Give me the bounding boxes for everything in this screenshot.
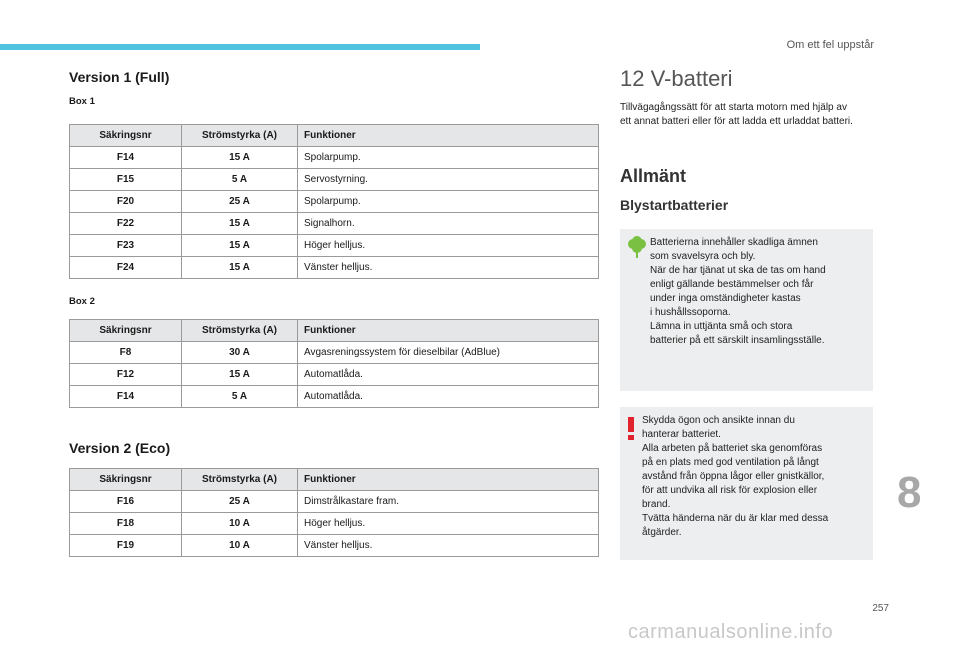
function-cell: Höger helljus.	[298, 235, 599, 257]
fuse-number-cell: F19	[70, 535, 182, 557]
column-header-function: Funktioner	[298, 469, 599, 491]
table-row	[70, 513, 599, 535]
amperage-cell: 5 A	[182, 386, 298, 408]
column-header-function: Funktioner	[298, 125, 599, 147]
amperage-cell: 10 A	[182, 535, 298, 557]
column-header-fuse: Säkringsnr	[70, 320, 182, 342]
table-row	[70, 257, 599, 279]
column-header-fuse: Säkringsnr	[70, 469, 182, 491]
amperage-cell: 10 A	[182, 513, 298, 535]
table-row	[70, 535, 599, 557]
chapter-number: 8	[897, 468, 922, 517]
function-cell: Höger helljus.	[298, 513, 599, 535]
table-header-row	[70, 469, 599, 491]
chapter-header-title: Om ett fel uppstår	[786, 39, 874, 51]
table-row	[70, 235, 599, 257]
warning-note-text: Skydda ögon och ansikte innan du hanterar batteriet. Alla arbeten på batteriet ska genomföras på en plats med god ventilation på långt avstånd från öppna lågor eller gnistkällor, för att undvika all risk för explosion eller brand. Tvätta händerna när du är klar med dessa åtgärder.	[642, 415, 829, 538]
box2-label: Box 2	[69, 296, 95, 307]
fuse-number-cell: F20	[70, 191, 182, 213]
table-header-row	[70, 320, 599, 342]
fuse-number-cell: F14	[70, 147, 182, 169]
table-row	[70, 364, 599, 386]
subheading-lead-batteries: Blystartbatterier	[620, 197, 729, 213]
eco-table	[69, 468, 599, 557]
box1-table	[69, 124, 599, 279]
box1-label: Box 1	[69, 96, 95, 107]
function-cell: Vänster helljus.	[298, 257, 599, 279]
table-row	[70, 169, 599, 191]
column-header-fuse: Säkringsnr	[70, 125, 182, 147]
column-header-amperage: Strömstyrka (A)	[182, 469, 298, 491]
amperage-cell: 15 A	[182, 235, 298, 257]
fuse-number-cell: F16	[70, 491, 182, 513]
fuse-number-cell: F18	[70, 513, 182, 535]
fuse-number-cell: F24	[70, 257, 182, 279]
fuse-number-cell: F12	[70, 364, 182, 386]
warning-note	[620, 407, 873, 560]
heading-general: Allmänt	[620, 166, 687, 186]
function-cell: Spolarpump.	[298, 147, 599, 169]
box2-table	[69, 319, 599, 408]
section-title: 12 V-batteri	[620, 66, 733, 91]
function-cell: Spolarpump.	[298, 191, 599, 213]
intro-paragraph: Tillvägagångssätt för att starta motorn med hjälp av ett annat batteri eller för att ladda ett urladdat batteri.	[620, 102, 853, 127]
amperage-cell: 25 A	[182, 191, 298, 213]
fuse-number-cell: F15	[70, 169, 182, 191]
table-row	[70, 386, 599, 408]
amperage-cell: 15 A	[182, 257, 298, 279]
table-row	[70, 147, 599, 169]
version1-title: Version 1 (Full)	[69, 69, 170, 85]
function-cell: Vänster helljus.	[298, 535, 599, 557]
header-accent-bar	[0, 44, 480, 50]
watermark: carmanualsonline.info	[628, 621, 834, 643]
table-row	[70, 491, 599, 513]
table-row	[70, 342, 599, 364]
fuse-number-cell: F22	[70, 213, 182, 235]
column-header-function: Funktioner	[298, 320, 599, 342]
function-cell: Signalhorn.	[298, 213, 599, 235]
column-header-amperage: Strömstyrka (A)	[182, 320, 298, 342]
function-cell: Servostyrning.	[298, 169, 599, 191]
environment-note-text: Batterierna innehåller skadliga ämnen som svavelsyra och bly. När de har tjänat ut ska de tas om hand enligt gällande bestämmelser och får under inga omständigheter kastas i hushållssoporna. Lämna in uttjänta små och stora batterier på ett särskilt insamlingsställe.	[650, 237, 826, 346]
amperage-cell: 25 A	[182, 491, 298, 513]
environment-note	[620, 229, 873, 391]
tree-icon	[625, 236, 649, 265]
amperage-cell: 30 A	[182, 342, 298, 364]
function-cell: Dimstrålkastare fram.	[298, 491, 599, 513]
function-cell: Automatlåda.	[298, 386, 599, 408]
amperage-cell: 15 A	[182, 147, 298, 169]
fuse-number-cell: F14	[70, 386, 182, 408]
exclamation-icon	[625, 417, 637, 446]
fuse-number-cell: F23	[70, 235, 182, 257]
column-header-amperage: Strömstyrka (A)	[182, 125, 298, 147]
amperage-cell: 15 A	[182, 364, 298, 386]
version2-title: Version 2 (Eco)	[69, 440, 171, 456]
amperage-cell: 5 A	[182, 169, 298, 191]
page-number: 257	[872, 603, 889, 614]
function-cell: Automatlåda.	[298, 364, 599, 386]
function-cell: Avgasreningssystem för dieselbilar (AdBlue)	[298, 342, 599, 364]
amperage-cell: 15 A	[182, 213, 298, 235]
table-header-row	[70, 125, 599, 147]
fuse-number-cell: F8	[70, 342, 182, 364]
table-row	[70, 213, 599, 235]
table-row	[70, 191, 599, 213]
